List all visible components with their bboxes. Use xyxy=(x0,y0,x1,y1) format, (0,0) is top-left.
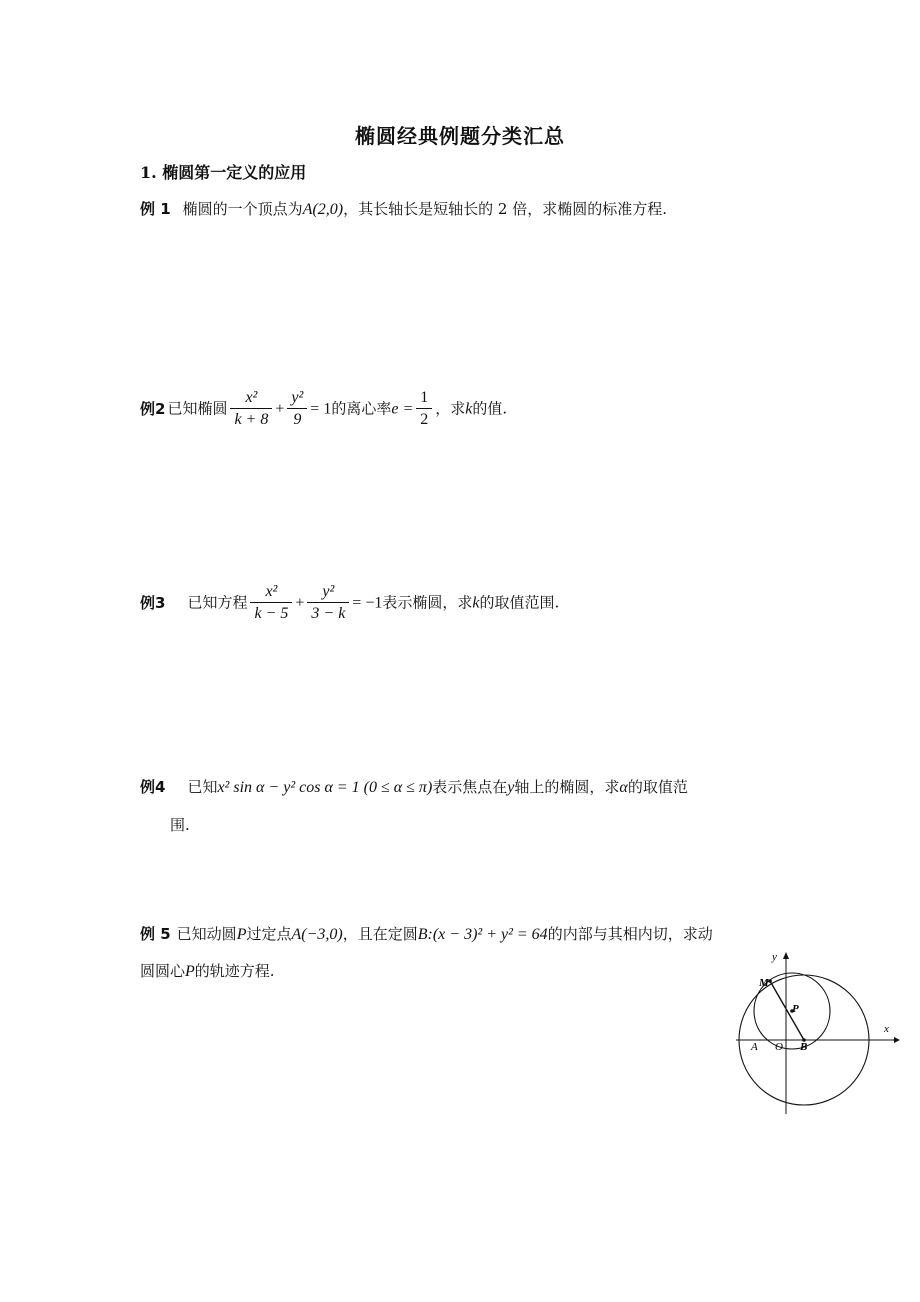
example-4-continuation: 围. xyxy=(170,816,190,834)
example-2-k: k xyxy=(465,400,473,418)
example-5-text-a: 已知动圆 xyxy=(176,925,237,943)
example-3-text-c: 的取值范围. xyxy=(479,593,560,612)
example-5-text-d: 的内部与其相内切，求动 xyxy=(547,925,713,943)
example-2-e: e = xyxy=(391,400,414,418)
y-axis-arrow xyxy=(783,952,789,959)
example-2-frac1-den: k + 8 xyxy=(234,411,269,428)
example-2-frac2-num: y² xyxy=(287,388,307,409)
example-2-plus: + xyxy=(275,400,285,418)
example-2-text-c: ，求 xyxy=(435,399,466,418)
example-4-text-b: 表示焦点在 xyxy=(432,778,508,796)
label-B: B xyxy=(800,1041,808,1053)
example-5-text-c: ，且在定圆 xyxy=(342,925,418,943)
example-4-alpha: α xyxy=(619,779,628,796)
example-2-eq: = 1 xyxy=(310,400,332,418)
example-3-eq: = −1 xyxy=(352,594,383,612)
example-5-P: P xyxy=(236,926,247,943)
example-2-fraction-3 xyxy=(416,388,432,431)
example-4-label: 例4 xyxy=(140,778,166,796)
segment-MB xyxy=(770,981,804,1040)
example-4-math: x² sin α − y² cos α = 1 (0 ≤ α ≤ π) xyxy=(217,779,433,796)
example-1-text-b: ，其长轴长是短轴长的 2 倍，求椭圆的标准方程. xyxy=(343,200,667,218)
example-5-math-a: A(−3,0) xyxy=(291,926,343,943)
example-5-math-b: B:(x − 3)² + y² = 64 xyxy=(417,926,548,943)
example-3-label: 例3 xyxy=(140,593,166,612)
page-title: 椭圆经典例题分类汇总 xyxy=(355,124,565,148)
example-2-frac2-den: 9 xyxy=(293,411,302,428)
example-3-frac1-den: k − 5 xyxy=(254,605,289,622)
example-2-frac1-num: x² xyxy=(230,388,272,409)
example-4-y: y xyxy=(507,779,515,796)
example-3-frac2-num: y² xyxy=(307,582,349,603)
example-2-text-a: 已知椭圆 xyxy=(167,399,228,418)
example-1 xyxy=(140,198,667,219)
example-2-frac3-den: 2 xyxy=(420,411,429,428)
example-5-continuation xyxy=(140,960,275,981)
example-2-fraction-1 xyxy=(230,388,272,431)
example-2 xyxy=(140,388,507,431)
example-4-text-d: 的取值范 xyxy=(627,778,688,796)
section-heading-1: 1. 椭圆第一定义的应用 xyxy=(140,163,307,182)
example-5-cont-P: P xyxy=(185,963,195,980)
example-2-text-b: 的离心率 xyxy=(331,399,392,418)
example-1-label: 例 1 xyxy=(140,200,171,218)
example-2-fraction-2 xyxy=(287,388,307,431)
label-A: A xyxy=(751,1041,758,1053)
label-P: P xyxy=(792,1003,799,1015)
example-3-fraction-1 xyxy=(250,582,292,625)
example-5-label: 例 5 xyxy=(140,925,171,943)
example-5-text-b: 过定点 xyxy=(246,925,292,943)
label-M: M xyxy=(759,977,769,989)
example-3-frac2-den: 3 − k xyxy=(311,605,346,622)
example-3-fraction-2 xyxy=(307,582,349,625)
example-4 xyxy=(140,776,688,797)
circle-figure xyxy=(728,948,900,1118)
label-y: y xyxy=(772,951,777,963)
example-3 xyxy=(140,582,559,625)
example-3-frac1-num: x² xyxy=(250,582,292,603)
example-3-text-b: 表示椭圆，求 xyxy=(382,593,473,612)
example-2-frac3-num: 1 xyxy=(416,388,432,409)
example-4-text-c: 轴上的椭圆，求 xyxy=(514,778,620,796)
example-1-math: A(2,0) xyxy=(302,201,344,218)
example-3-plus: + xyxy=(295,594,305,612)
example-4-text-a: 已知 xyxy=(187,778,218,796)
example-5 xyxy=(140,923,713,944)
label-x: x xyxy=(884,1023,889,1035)
label-O: O xyxy=(775,1041,783,1053)
example-5-cont-b: 的轨迹方程. xyxy=(194,962,275,980)
example-2-label: 例2 xyxy=(140,399,166,418)
x-axis-arrow xyxy=(894,1037,900,1043)
example-5-cont-a: 圆圆心 xyxy=(140,962,186,980)
example-2-text-d: 的值. xyxy=(472,399,508,418)
example-3-k: k xyxy=(472,594,480,612)
example-1-text-a: 椭圆的一个顶点为 xyxy=(182,200,303,218)
example-3-text-a: 已知方程 xyxy=(187,593,248,612)
